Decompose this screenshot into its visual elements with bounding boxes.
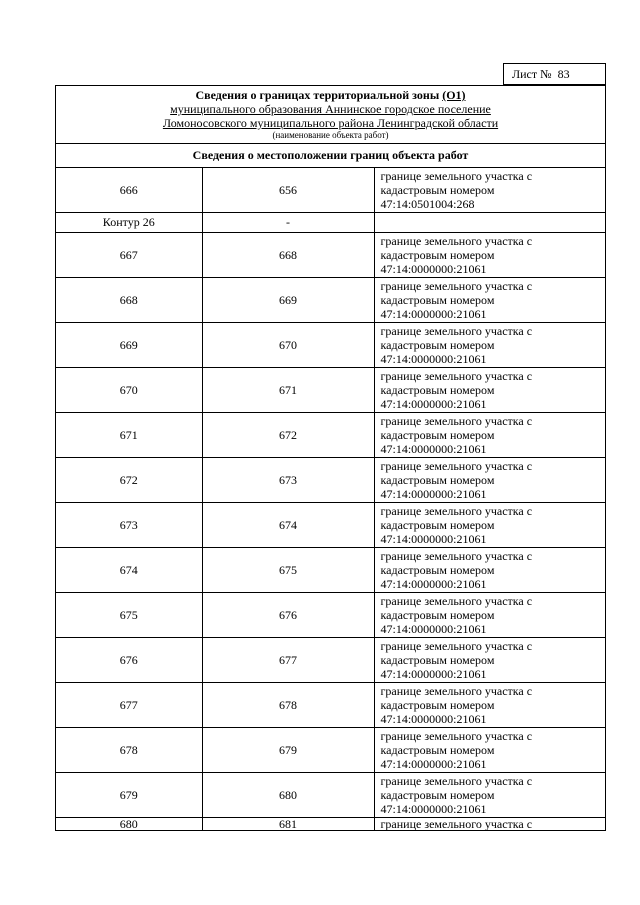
point-to-cell: 673	[202, 458, 374, 503]
description-line: 47:14:0000000:21061	[380, 802, 487, 816]
table-row	[56, 323, 605, 368]
description-line: границе земельного участка с	[380, 369, 533, 383]
boundary-description-cell	[374, 458, 605, 503]
point-to-cell: 678	[202, 683, 374, 728]
table-row	[56, 413, 605, 458]
description-line: границе земельного участка с	[380, 279, 533, 293]
description-line: 47:14:0000000:21061	[380, 307, 487, 321]
point-to-cell: 668	[202, 233, 374, 278]
point-from-cell: 670	[56, 368, 202, 413]
boundary-description-cell	[374, 233, 605, 278]
description-line: 47:14:0501004:268	[380, 197, 475, 211]
description-line: кадастровым номером	[380, 293, 495, 307]
point-from-cell: 675	[56, 593, 202, 638]
point-to-cell: 671	[202, 368, 374, 413]
boundary-description-cell	[374, 323, 605, 368]
table-row	[56, 368, 605, 413]
boundary-table-body	[56, 168, 605, 831]
description-line: границе земельного участка с	[380, 817, 533, 831]
description-line: кадастровым номером	[380, 653, 495, 667]
description-line: 47:14:0000000:21061	[380, 262, 487, 276]
document-frame	[55, 85, 606, 831]
boundary-description-cell	[374, 818, 605, 831]
description-line: 47:14:0000000:21061	[380, 622, 487, 636]
document-header	[56, 86, 605, 144]
description-line: кадастровым номером	[380, 698, 495, 712]
point-from-cell: 679	[56, 773, 202, 818]
table-row	[56, 458, 605, 503]
description-line: 47:14:0000000:21061	[380, 352, 487, 366]
description-line: границе земельного участка с	[380, 594, 533, 608]
object-name-note: (наименование объекта работ)	[272, 130, 389, 140]
table-row	[56, 233, 605, 278]
point-to-cell: 676	[202, 593, 374, 638]
boundary-description-cell	[374, 503, 605, 548]
point-from-cell: 672	[56, 458, 202, 503]
sheet-label: Лист №	[512, 67, 552, 81]
table-row	[56, 503, 605, 548]
point-from-cell: 666	[56, 168, 202, 213]
municipality-line: муниципального образования Аннинское городское поселение	[170, 102, 491, 116]
table-row	[56, 278, 605, 323]
point-to-cell: 656	[202, 168, 374, 213]
description-line: границе земельного участка с	[380, 684, 533, 698]
description-line: 47:14:0000000:21061	[380, 577, 487, 591]
description-line: кадастровым номером	[380, 788, 495, 802]
description-line: границе земельного участка с	[380, 324, 533, 338]
description-line: кадастровым номером	[380, 563, 495, 577]
table-row	[56, 213, 605, 233]
point-to-cell: 680	[202, 773, 374, 818]
description-line: кадастровым номером	[380, 248, 495, 262]
table-row	[56, 548, 605, 593]
boundary-description-cell	[374, 368, 605, 413]
point-from-cell: 676	[56, 638, 202, 683]
table-row	[56, 728, 605, 773]
sheet-number: 83	[557, 67, 570, 81]
description-line: кадастровым номером	[380, 743, 495, 757]
point-from-cell: 668	[56, 278, 202, 323]
point-to-cell: 672	[202, 413, 374, 458]
point-to-cell: 681	[202, 818, 374, 831]
description-line: кадастровым номером	[380, 518, 495, 532]
table-row	[56, 773, 605, 818]
boundary-description-cell	[374, 728, 605, 773]
description-line: кадастровым номером	[380, 608, 495, 622]
point-to-cell: 679	[202, 728, 374, 773]
point-from-cell: 680	[56, 818, 202, 831]
point-from-cell: 669	[56, 323, 202, 368]
description-line: 47:14:0000000:21061	[380, 487, 487, 501]
description-line: границе земельного участка с	[380, 774, 533, 788]
description-line: границе земельного участка с	[380, 169, 533, 183]
boundary-table	[56, 168, 605, 831]
page-title	[60, 88, 601, 102]
boundary-description-cell	[374, 168, 605, 213]
point-from-cell: 667	[56, 233, 202, 278]
boundary-description-cell	[374, 638, 605, 683]
description-line: кадастровым номером	[380, 473, 495, 487]
point-to-cell: 669	[202, 278, 374, 323]
description-line: границе земельного участка с	[380, 459, 533, 473]
description-line: границе земельного участка с	[380, 729, 533, 743]
boundary-description-cell	[374, 773, 605, 818]
description-line: 47:14:0000000:21061	[380, 442, 487, 456]
table-row	[56, 593, 605, 638]
title-prefix: Сведения о границах территориальной зоны	[195, 88, 443, 102]
table-row	[56, 818, 605, 831]
point-from-cell: 677	[56, 683, 202, 728]
point-to-cell: 677	[202, 638, 374, 683]
point-to-cell: 674	[202, 503, 374, 548]
point-from-cell: 673	[56, 503, 202, 548]
description-line: 47:14:0000000:21061	[380, 397, 487, 411]
description-line: границе земельного участка с	[380, 504, 533, 518]
description-line: границе земельного участка с	[380, 549, 533, 563]
point-from-cell: Контур 26	[56, 213, 202, 233]
boundary-description-cell	[374, 413, 605, 458]
table-row	[56, 683, 605, 728]
point-to-cell: 675	[202, 548, 374, 593]
boundary-description-cell	[374, 593, 605, 638]
description-line: кадастровым номером	[380, 383, 495, 397]
description-line: 47:14:0000000:21061	[380, 532, 487, 546]
boundary-description-cell	[374, 213, 605, 233]
point-from-cell: 678	[56, 728, 202, 773]
sheet-number-box	[503, 63, 606, 85]
description-line: границе земельного участка с	[380, 234, 533, 248]
point-from-cell: 674	[56, 548, 202, 593]
table-row	[56, 168, 605, 213]
description-line: 47:14:0000000:21061	[380, 757, 487, 771]
zone-code: (О1)	[442, 88, 466, 102]
description-line: границе земельного участка с	[380, 639, 533, 653]
description-line: 47:14:0000000:21061	[380, 667, 487, 681]
description-line: границе земельного участка с	[380, 414, 533, 428]
boundary-description-cell	[374, 278, 605, 323]
description-line: кадастровым номером	[380, 183, 495, 197]
description-line: кадастровым номером	[380, 428, 495, 442]
section-heading: Сведения о местоположении границ объекта работ	[56, 144, 605, 168]
boundary-description-cell	[374, 548, 605, 593]
district-line: Ломоносовского муниципального района Ленинградской области	[162, 116, 499, 130]
point-from-cell: 671	[56, 413, 202, 458]
description-line: 47:14:0000000:21061	[380, 712, 487, 726]
table-row	[56, 638, 605, 683]
point-to-cell: -	[202, 213, 374, 233]
description-line: кадастровым номером	[380, 338, 495, 352]
boundary-description-cell	[374, 683, 605, 728]
point-to-cell: 670	[202, 323, 374, 368]
